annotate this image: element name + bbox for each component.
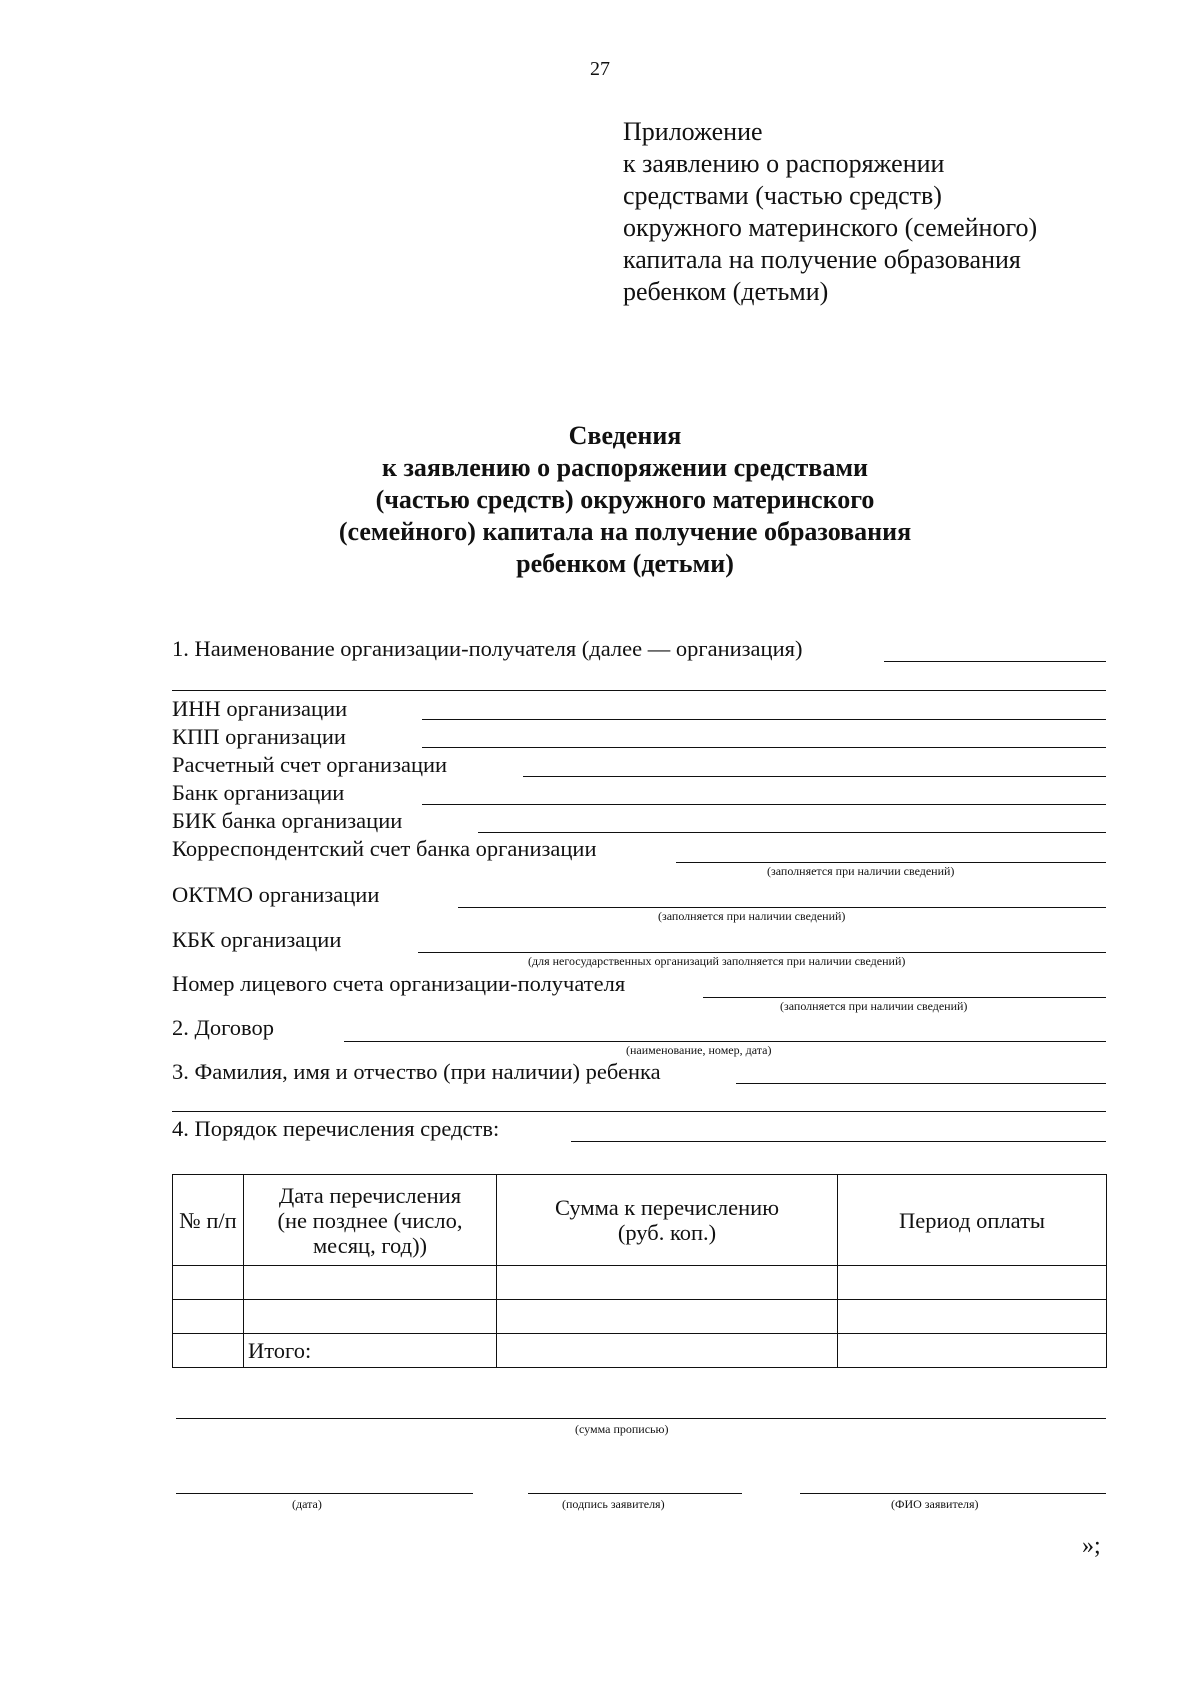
title-line: (частью средств) окружного материнского (375, 485, 875, 514)
bank-label: Банк организации (172, 780, 345, 805)
transfer-order-label: 4. Порядок перечисления средств: (172, 1116, 500, 1141)
kpp-label: КПП организации (172, 724, 346, 749)
header-amount: Сумма к перечислению (руб. коп.) (497, 1175, 838, 1266)
table-cell[interactable] (497, 1300, 838, 1334)
header-transfer-date: Дата перечисления (не позднее (число, месяц, год)) (244, 1175, 497, 1266)
appendix-line: средствами (частью средств) (623, 181, 942, 210)
contract-hint: (наименование, номер, дата) (626, 1043, 772, 1057)
table-row (173, 1300, 1107, 1334)
table-cell[interactable] (838, 1334, 1107, 1368)
child-name-field[interactable] (736, 1083, 1106, 1084)
header-period: Период оплаты (838, 1175, 1107, 1266)
date-hint: (дата) (292, 1497, 322, 1511)
table-cell[interactable] (244, 1266, 497, 1300)
corr-account-field[interactable] (676, 862, 1106, 863)
applicant-fio-hint: (ФИО заявителя) (891, 1497, 979, 1511)
table-cell[interactable] (173, 1266, 244, 1300)
transfer-order-field[interactable] (571, 1141, 1106, 1142)
appendix-line: Приложение (623, 117, 763, 146)
payment-table (172, 1174, 1107, 1368)
appendix-line: ребенком (детьми) (623, 277, 829, 306)
org-name-field[interactable] (884, 661, 1106, 662)
table-cell[interactable] (838, 1266, 1107, 1300)
header-number: № п/п (173, 1175, 244, 1266)
account-field[interactable] (523, 776, 1106, 777)
signature-hint: (подпись заявителя) (562, 1497, 665, 1511)
date-field[interactable] (176, 1493, 473, 1494)
bik-label: БИК банка организации (172, 808, 403, 833)
applicant-fio-field[interactable] (800, 1493, 1106, 1494)
page-number: 27 (590, 58, 610, 80)
total-label: Итого: (244, 1334, 497, 1368)
org-name-label: 1. Наименование организации-получателя (далее — организация) (172, 636, 803, 661)
personal-account-hint: (заполняется при наличии сведений) (780, 999, 968, 1013)
table-cell[interactable] (244, 1300, 497, 1334)
child-name-field-line2[interactable] (172, 1111, 1106, 1112)
table-total-row (173, 1334, 1107, 1368)
kbk-label: КБК организации (172, 927, 342, 952)
table-cell[interactable] (173, 1300, 244, 1334)
appendix-line: капитала на получение образования (623, 245, 1021, 274)
inn-field[interactable] (422, 719, 1106, 720)
contract-field[interactable] (344, 1041, 1106, 1042)
account-label: Расчетный счет организации (172, 752, 448, 777)
appendix-line: к заявлению о распоряжении (623, 149, 945, 178)
bank-field[interactable] (422, 804, 1106, 805)
title-line: ребенком (детьми) (516, 549, 734, 578)
oktmo-label: ОКТМО организации (172, 882, 380, 907)
sum-in-words-hint: (сумма прописью) (575, 1422, 669, 1436)
table-header-row (173, 1175, 1107, 1266)
personal-account-field[interactable] (703, 997, 1106, 998)
title-line: (семейного) капитала на получение образования (338, 517, 912, 546)
kpp-field[interactable] (422, 747, 1106, 748)
corr-account-hint: (заполняется при наличии сведений) (767, 864, 955, 878)
oktmo-hint: (заполняется при наличии сведений) (658, 909, 846, 923)
kbk-hint: (для негосударственных организаций заполняется при наличии сведений) (528, 954, 906, 968)
signature-field[interactable] (528, 1493, 742, 1494)
personal-account-label: Номер лицевого счета организации-получателя (172, 971, 626, 996)
corr-account-label: Корреспондентский счет банка организации (172, 836, 597, 861)
child-name-label: 3. Фамилия, имя и отчество (при наличии) ребенка (172, 1059, 661, 1084)
document-title (0, 420, 1200, 580)
title-line: Сведения (568, 421, 682, 450)
bik-field[interactable] (478, 832, 1106, 833)
table-cell (173, 1334, 244, 1368)
kbk-field[interactable] (418, 952, 1106, 953)
total-amount-cell[interactable] (497, 1334, 838, 1368)
table-cell[interactable] (838, 1300, 1107, 1334)
closing-quote: »; (1082, 1533, 1101, 1559)
org-name-field-line2[interactable] (172, 690, 1106, 691)
contract-label: 2. Договор (172, 1015, 274, 1040)
appendix-header (623, 116, 1037, 308)
table-cell[interactable] (497, 1266, 838, 1300)
oktmo-field[interactable] (458, 907, 1106, 908)
inn-label: ИНН организации (172, 696, 348, 721)
title-line: к заявлению о распоряжении средствами (381, 453, 869, 482)
table-row (173, 1266, 1107, 1300)
appendix-line: окружного материнского (семейного) (623, 213, 1038, 242)
sum-in-words-field[interactable] (176, 1418, 1106, 1419)
